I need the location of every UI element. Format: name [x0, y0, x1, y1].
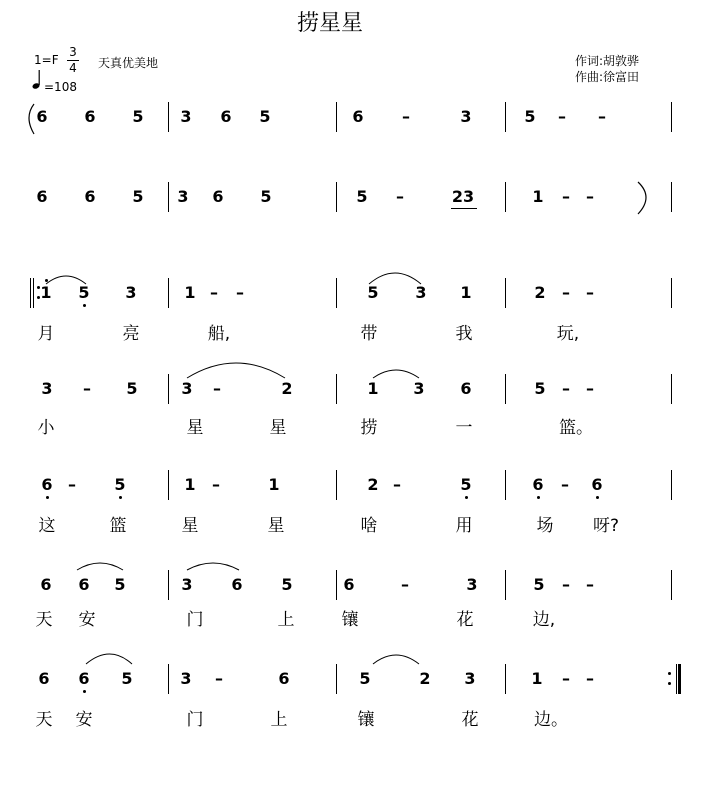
repeat-start-thin [33, 278, 34, 308]
slur [86, 654, 132, 664]
note: 6 [220, 107, 232, 126]
lyric-syllable: 呀? [593, 516, 620, 536]
quarter-note-icon [32, 68, 44, 88]
note: 2 [281, 379, 293, 398]
note: – [561, 475, 569, 494]
note: 6 [231, 575, 243, 594]
bar-line [505, 570, 506, 600]
note: 6 [460, 379, 472, 398]
repeat-end-thick [678, 664, 681, 694]
slur [77, 563, 123, 570]
slur [187, 563, 239, 570]
note: 6 [36, 107, 48, 126]
note: 1 [268, 475, 280, 494]
note: 3 [41, 379, 53, 398]
note: 1 [531, 669, 543, 688]
repeat-dot [668, 672, 671, 675]
lyric-syllable: 镶 [341, 610, 359, 630]
note: – [562, 379, 570, 398]
note: 5 [359, 669, 371, 688]
bar-line [671, 374, 672, 404]
octave-dot-low [46, 496, 49, 499]
expression-mark: 天真优美地 [98, 56, 159, 70]
slur [373, 655, 419, 664]
note: – [586, 575, 594, 594]
note: – [558, 107, 566, 126]
note: 2 [419, 669, 431, 688]
note: – [562, 187, 570, 206]
note: 5 [114, 575, 126, 594]
note: 6 [41, 475, 53, 494]
lyric-syllable: 一 [455, 418, 473, 438]
bar-line [168, 182, 169, 212]
bar-line [671, 570, 672, 600]
time-signature-top: 3 [69, 45, 77, 59]
note: 6 [352, 107, 364, 126]
lyric-syllable: 用 [455, 516, 473, 536]
note: – [396, 187, 404, 206]
lyric-syllable: 天 [35, 710, 53, 730]
note: – [83, 379, 91, 398]
note: 6 [78, 575, 90, 594]
note: 6 [38, 669, 50, 688]
note: 3 [177, 187, 189, 206]
lyric-syllable: 星 [186, 418, 204, 438]
note: 6 [36, 187, 48, 206]
octave-dot-low [83, 304, 86, 307]
lyric-syllable: 篮 [109, 516, 127, 536]
note: 1 [184, 283, 196, 302]
bar-line [336, 182, 337, 212]
note: 1 [460, 283, 472, 302]
phrase-bracket-close [638, 182, 646, 214]
note: 2 [367, 475, 379, 494]
bar-line [168, 374, 169, 404]
note: 5 [281, 575, 293, 594]
bar-line [505, 182, 506, 212]
note: – [586, 669, 594, 688]
bar-line [336, 278, 337, 308]
lyric-syllable: 花 [456, 610, 474, 630]
octave-dot-low [596, 496, 599, 499]
note: 5 [126, 379, 138, 398]
song-title: 捞星星 [296, 11, 363, 36]
lyric-syllable: 上 [277, 610, 295, 630]
note: 5 [114, 475, 126, 494]
note: – [236, 283, 244, 302]
bar-line [505, 102, 506, 132]
note: 5 [259, 107, 271, 126]
lyric-syllable: 星 [181, 516, 199, 536]
bar-line [505, 278, 506, 308]
octave-dot-low [119, 496, 122, 499]
bar-line [505, 664, 506, 694]
lyric-syllable: 上 [270, 710, 288, 730]
lyric-syllable: 门 [186, 710, 204, 730]
note: 1 [40, 283, 52, 302]
note: 5 [356, 187, 368, 206]
note: 5 [78, 283, 90, 302]
beam-underline [451, 208, 477, 209]
bar-line [336, 374, 337, 404]
note: 5 [533, 575, 545, 594]
bar-line [505, 374, 506, 404]
repeat-start-thick [30, 278, 31, 308]
note: 5 [367, 283, 379, 302]
note: 3 [415, 283, 427, 302]
note: – [402, 107, 410, 126]
octave-dot-low [83, 690, 86, 693]
note: 23 [451, 187, 475, 206]
lyric-syllable: 船, [207, 324, 231, 344]
bar-line [671, 182, 672, 212]
bar-line [336, 102, 337, 132]
bar-line [505, 470, 506, 500]
note: 6 [84, 187, 96, 206]
note: – [215, 669, 223, 688]
lyric-syllable: 门 [186, 610, 204, 630]
slur [187, 363, 285, 378]
note: 6 [532, 475, 544, 494]
bar-line [336, 570, 337, 600]
bar-line [168, 278, 169, 308]
time-signature-bottom: 4 [69, 61, 77, 75]
note: 6 [278, 669, 290, 688]
lyric-syllable: 安 [75, 710, 93, 730]
lyric-syllable: 捞 [360, 418, 378, 438]
lyric-syllable: 我 [455, 324, 473, 344]
octave-dot-low [537, 496, 540, 499]
bar-line [168, 102, 169, 132]
note: 6 [84, 107, 96, 126]
note: 6 [591, 475, 603, 494]
bar-line [671, 470, 672, 500]
note: 1 [184, 475, 196, 494]
note: – [562, 669, 570, 688]
composer-credit: 作曲:徐富田 [575, 70, 640, 84]
note: 5 [460, 475, 472, 494]
bar-line [671, 102, 672, 132]
note: – [393, 475, 401, 494]
note: 6 [78, 669, 90, 688]
lyric-syllable: 场 [536, 516, 554, 536]
lyric-syllable: 啥 [360, 516, 378, 536]
note: 5 [524, 107, 536, 126]
note: 3 [180, 669, 192, 688]
slur [373, 370, 419, 378]
bar-line [671, 278, 672, 308]
lyric-syllable: 玩, [556, 324, 580, 344]
lyric-syllable: 镶 [357, 710, 375, 730]
bar-line [168, 664, 169, 694]
note: – [598, 107, 606, 126]
note: 5 [260, 187, 272, 206]
lyric-syllable: 月 [37, 324, 55, 344]
note: 3 [413, 379, 425, 398]
note: 3 [181, 379, 193, 398]
note: – [586, 379, 594, 398]
note: – [68, 475, 76, 494]
note: 3 [181, 575, 193, 594]
repeat-dot [37, 286, 40, 289]
lyric-syllable: 星 [267, 516, 285, 536]
bar-line [168, 570, 169, 600]
note: 5 [132, 187, 144, 206]
note: 1 [367, 379, 379, 398]
note: 6 [40, 575, 52, 594]
octave-dot-low [465, 496, 468, 499]
note: – [562, 283, 570, 302]
note: 1 [532, 187, 544, 206]
note: 3 [466, 575, 478, 594]
note: 3 [464, 669, 476, 688]
lyricist-credit: 作词:胡敦骅 [575, 54, 640, 68]
lyric-syllable: 小 [37, 418, 55, 438]
repeat-dot [668, 682, 671, 685]
note: 3 [125, 283, 137, 302]
note: – [210, 283, 218, 302]
tempo-mark: =108 [44, 80, 77, 94]
lyric-syllable: 亮 [122, 324, 140, 344]
lyric-syllable: 天 [35, 610, 53, 630]
note: 2 [534, 283, 546, 302]
lyric-syllable: 安 [78, 610, 96, 630]
lyric-syllable: 花 [461, 710, 479, 730]
octave-dot-high [45, 279, 48, 282]
note: 3 [180, 107, 192, 126]
note: – [213, 379, 221, 398]
lyric-syllable: 边。 [534, 710, 568, 730]
bar-line [676, 664, 677, 694]
lyric-syllable: 篮。 [559, 418, 593, 438]
note: 5 [132, 107, 144, 126]
note: – [562, 575, 570, 594]
key-signature: 1=F [34, 53, 59, 67]
note: – [586, 187, 594, 206]
note: – [401, 575, 409, 594]
note: 6 [212, 187, 224, 206]
note: – [212, 475, 220, 494]
bar-line [336, 470, 337, 500]
note: 6 [343, 575, 355, 594]
lyric-syllable: 带 [360, 324, 378, 344]
lyric-syllable: 这 [38, 516, 56, 536]
note: 5 [534, 379, 546, 398]
bar-line [336, 664, 337, 694]
lyric-syllable: 边, [532, 610, 556, 630]
repeat-dot [37, 296, 40, 299]
note: 3 [460, 107, 472, 126]
note: 5 [121, 669, 133, 688]
lyric-syllable: 星 [269, 418, 287, 438]
bar-line [168, 470, 169, 500]
note: – [586, 283, 594, 302]
